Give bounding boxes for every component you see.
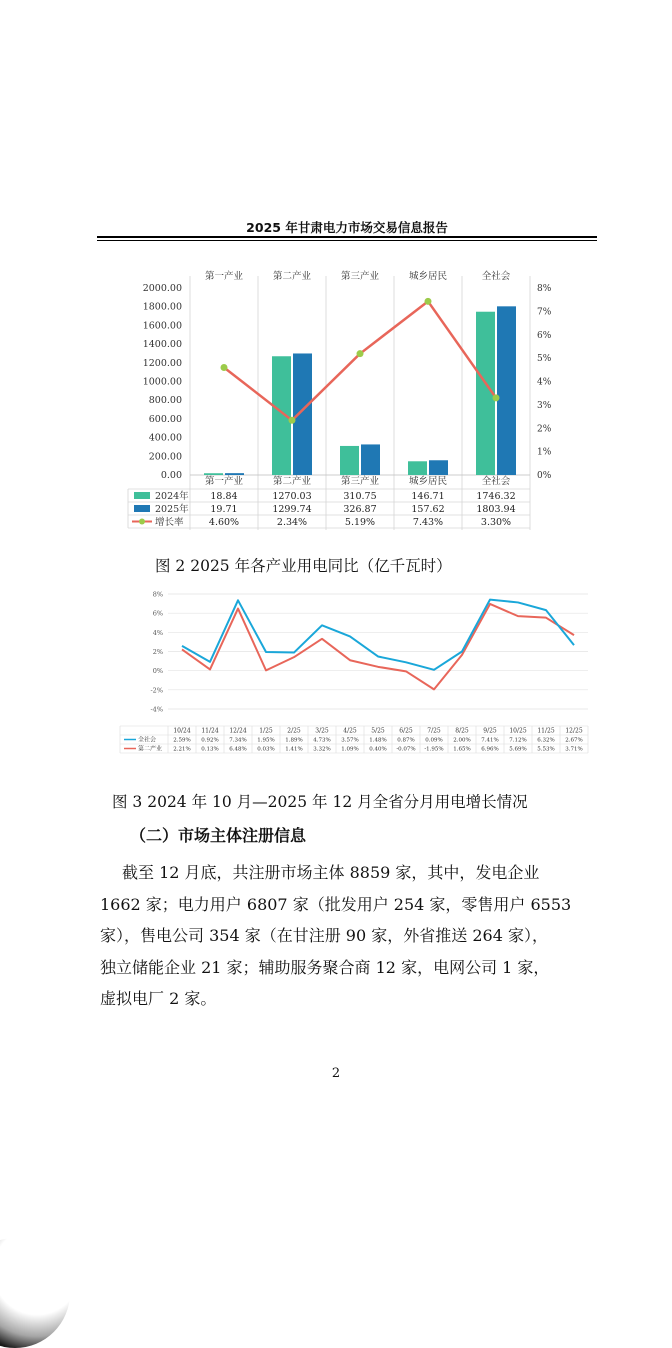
table-value: 7.43%: [412, 517, 444, 528]
table-value: 5.53%: [537, 746, 555, 753]
monthly-growth-chart: [0, 580, 672, 770]
bar-2024: [408, 461, 427, 475]
page-number: 2: [331, 1066, 341, 1081]
x-tick-label: 11/25: [537, 727, 555, 735]
table-value: 2.21%: [173, 746, 191, 753]
x-tick-label: 5/25: [371, 727, 385, 735]
growth-rate-marker: [493, 394, 500, 401]
growth-rate-line: [224, 301, 496, 420]
table-value: 6.48%: [229, 746, 247, 753]
y-tick-label: 0.00: [160, 470, 182, 481]
bottom-category-label: 全社会: [481, 476, 511, 487]
y-tick-label: -2%: [150, 686, 163, 695]
top-category-label: 全社会: [481, 271, 511, 282]
table-value: 4.60%: [208, 517, 240, 528]
table-value: 5.19%: [344, 517, 376, 528]
table-value: 19.71: [210, 504, 238, 515]
x-tick-label: 10/25: [509, 727, 527, 735]
legend-swatch-marker: [139, 519, 145, 525]
table-value: 3.57%: [341, 737, 359, 744]
x-tick-label: 1/25: [259, 727, 273, 735]
y-tick-label: 2000.00: [142, 283, 182, 294]
legend-label: 第二产业: [138, 745, 163, 753]
y-tick-label: 0%: [152, 667, 163, 676]
growth-rate-marker: [221, 364, 228, 371]
bar-2025: [429, 460, 448, 475]
legend-label: 2024年: [155, 491, 189, 502]
y-tick-label: 1000.00: [142, 376, 182, 388]
table-value: 1.65%: [453, 746, 471, 753]
table-value: 1.95%: [257, 737, 275, 744]
table-value: 7.41%: [481, 737, 499, 744]
y-tick-label: 1800.00: [142, 301, 182, 313]
growth-rate-marker: [425, 298, 432, 305]
table-value: 3.32%: [313, 746, 331, 753]
y-tick-label: 2%: [152, 648, 163, 656]
table-value: 157.62: [411, 504, 445, 515]
x-tick-label: 8/25: [455, 727, 469, 735]
table-value: 1.89%: [285, 737, 303, 744]
y-tick-label: 6%: [152, 609, 163, 618]
x-tick-label: 2/25: [287, 727, 301, 735]
table-value: 2.34%: [276, 517, 308, 528]
table-value: 0.09%: [425, 737, 443, 744]
table-value: 18.84: [210, 491, 238, 502]
bar-2024: [340, 446, 359, 475]
growth-rate-marker: [289, 417, 296, 424]
table-value: 7.12%: [509, 737, 527, 744]
table-value: 1.48%: [369, 737, 387, 744]
table-value: 0.03%: [257, 746, 275, 753]
table-value: 1803.94: [476, 504, 516, 515]
bottom-category-label: 第三产业: [340, 476, 380, 487]
table-value: 2.00%: [453, 737, 471, 744]
table-value: 5.69%: [509, 746, 527, 753]
top-category-label: 城乡居民: [408, 271, 448, 282]
figure-3-caption: 图 3 2024 年 10 月—2025 年 12 月全省分月用电增长情况: [112, 793, 528, 811]
top-category-label: 第一产业: [204, 271, 244, 282]
table-value: 1.09%: [341, 746, 359, 753]
top-category-label: 第三产业: [340, 271, 380, 282]
bar-2025: [497, 306, 516, 475]
x-tick-label: 10/24: [173, 727, 191, 735]
table-value: 1.41%: [285, 746, 303, 753]
paragraph-line: 虚拟电厂 2 家。: [100, 989, 217, 1008]
table-value: 0.92%: [201, 737, 219, 744]
bar-2024: [272, 356, 291, 475]
legend-label: 增长率: [155, 517, 184, 528]
x-tick-label: 12/25: [565, 727, 583, 735]
x-tick-label: 3/25: [315, 727, 329, 735]
table-value: 0.40%: [369, 746, 387, 753]
table-value: 2.67%: [565, 737, 583, 744]
industry-electricity-chart: [0, 0, 672, 560]
y-tick-label: 800.00: [148, 395, 182, 407]
growth-rate-marker: [357, 350, 364, 357]
y2-tick-label: 1%: [537, 447, 552, 458]
x-tick-label: 9/25: [483, 727, 497, 735]
y-tick-label: 1200.00: [142, 357, 182, 369]
table-value: 6.96%: [481, 746, 499, 753]
table-value: 3.30%: [480, 517, 512, 528]
table-value: 6.32%: [537, 737, 555, 744]
y-tick-label: 1400.00: [142, 339, 182, 351]
bar-2025: [293, 353, 312, 475]
x-tick-label: 11/24: [201, 727, 219, 735]
x-tick-label: 6/25: [399, 727, 413, 735]
registration-paragraph: [100, 857, 600, 1015]
table-value: 2.59%: [173, 737, 191, 744]
table-value: 310.75: [343, 491, 377, 502]
paragraph-line: 截至 12 月底，共注册市场主体 8859 家，其中，发电企业: [122, 863, 540, 882]
table-value: -1.95%: [424, 746, 444, 753]
y2-tick-label: 4%: [537, 377, 552, 388]
y2-tick-label: 0%: [537, 471, 552, 481]
y-tick-label: 400.00: [148, 432, 182, 444]
y-tick-label: 8%: [152, 590, 163, 599]
table-value: 146.71: [411, 491, 445, 502]
paragraph-line: 1662 家；电力用户 6807 家（批发用户 254 家，零售用户 6553: [100, 894, 572, 914]
top-category-label: 第二产业: [272, 271, 312, 282]
bar-2025: [225, 473, 244, 475]
table-value: 326.87: [343, 504, 377, 515]
x-tick-label: 7/25: [427, 727, 441, 735]
y2-tick-label: 8%: [537, 284, 552, 294]
table-value: 7.34%: [229, 737, 247, 744]
table-value: -0.07%: [396, 746, 416, 753]
y2-tick-label: 5%: [537, 354, 552, 365]
bottom-category-label: 城乡居民: [408, 476, 448, 487]
table-value: 1299.74: [272, 504, 312, 515]
legend-label: 2025年: [155, 504, 189, 515]
y-tick-label: 200.00: [148, 451, 182, 463]
table-value: 0.13%: [201, 746, 219, 753]
y2-tick-label: 3%: [537, 400, 552, 411]
bottom-category-label: 第二产业: [272, 476, 312, 487]
table-value: 3.71%: [565, 746, 583, 753]
paragraph-line: 家），售电公司 354 家（在甘注册 90 家，外省推送 264 家），: [100, 926, 548, 945]
table-value: 1746.32: [476, 491, 516, 502]
y-tick-label: -4%: [150, 705, 163, 714]
table-value: 4.73%: [313, 737, 331, 744]
legend-label: 全社会: [138, 736, 157, 744]
y-tick-label: 600.00: [148, 413, 182, 425]
legend-swatch: [134, 505, 150, 512]
table-value: 0.87%: [397, 737, 415, 744]
figure-2-caption: 图 2 2025 年各产业用电同比（亿千瓦时）: [155, 557, 452, 575]
paragraph-line: 独立储能企业 21 家；辅助服务聚合商 12 家，电网公司 1 家，: [100, 957, 550, 977]
y-tick-label: 4%: [152, 628, 163, 637]
series-line-total: [182, 600, 574, 670]
y-tick-label: 1600.00: [142, 320, 182, 332]
x-tick-label: 12/24: [229, 727, 247, 735]
y2-tick-label: 2%: [537, 424, 552, 435]
report-header-title: 2025 年甘肃电力市场交易信息报告: [246, 220, 448, 235]
bar-2025: [361, 444, 380, 475]
series-line-secondary: [182, 604, 574, 689]
y2-tick-label: 7%: [537, 307, 552, 318]
section-heading: （二）市场主体注册信息: [130, 826, 307, 845]
y2-tick-label: 6%: [537, 330, 552, 341]
bar-2024: [204, 473, 223, 475]
bottom-category-label: 第一产业: [204, 476, 244, 487]
x-tick-label: 4/25: [343, 727, 357, 735]
table-value: 1270.03: [272, 491, 312, 502]
legend-swatch: [134, 492, 150, 499]
corner-shadow: [0, 1238, 70, 1348]
